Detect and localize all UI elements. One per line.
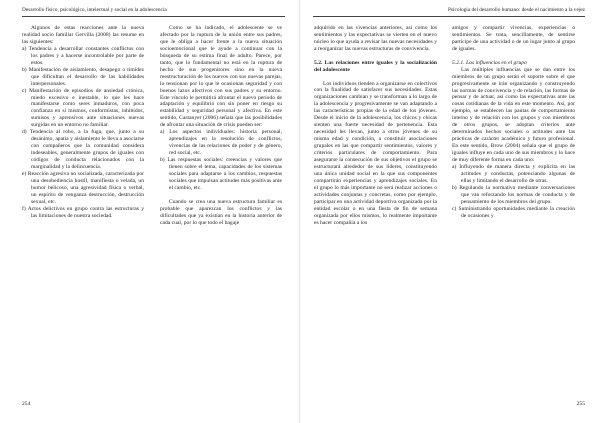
list-item: b) Regulando la normativa mediante conversaciones que van reforzando los normas de conducta y de pensamiento de los miembros del grupo.	[452, 184, 575, 205]
list-item: f) Actos delictivos en grupo contra las estructuras y las limitaciones de nuestra sociedad.	[22, 205, 144, 219]
running-header-right: Psicología del desarrollo humano: desde el nacimiento a la vejez	[448, 7, 585, 13]
list-item: a) Tendencia a desarrollar constantes conflictos con los padres y a hacerse incontrolable por parte de estos.	[22, 45, 144, 66]
right-page-column-2	[452, 25, 575, 220]
body-paragraph: adquirido en las vivencias anteriores, así como los sentimientos y las expectativas se vierten en el nuevo núcleo lo que ayuda a revisar las nuevas necesidades y a reorganizar las nuevas estructuras de convivencia.	[314, 25, 437, 52]
list-item: c) Manifestación de episodios de ansiedad crónica, miedo excesivo e inestable, lo que les hace manifestarse como seres inmaduros, con poca confianza en sí mismos, conformistas, inhibidos, sumisos y aprensivos ante situaciones nuevas surgidas en un entorno no familiar.	[22, 87, 144, 129]
list-item: a) Los aspectos individuales: historia personal, aprendizajes en la resolución de conflictos, vivencias de las relaciones de poder y de género, red social, etc.	[160, 129, 282, 157]
header-rule-right	[313, 16, 585, 17]
page-number-right: 255	[576, 401, 585, 407]
list-item: c) Suministrando oportunidades mediante la creación de ocasiones y	[452, 205, 575, 219]
subsection-heading: 5.2.1. Las influencias en el grupo	[452, 59, 527, 66]
intro-paragraph: Algunos de estas reacciones ante la nueva realidad socio familiar Gervilla (2008) las resume en las siguientes:	[22, 25, 144, 45]
right-page-column-1	[314, 25, 437, 227]
body-paragraph: Cuando se crea una nueva estructura familiar es probable que aparezcan los conflictos y las dificultades que ya existían en la historia anterior de cada cual, por lo que todo el bagaje	[160, 198, 282, 226]
list-item: b) Manifestación de aislamiento, desapego o timidez que dificultan el desarrollo de las habilidades interpersonales.	[22, 66, 144, 87]
page-number-left: 254	[22, 401, 31, 407]
left-page-column-1	[22, 25, 144, 220]
right-page	[300, 0, 600, 423]
header-rule-left	[22, 16, 285, 17]
list-item: a) Influyendo de manera directa y explícita en las actitudes y conductas, potenciando algunas de ellas y limitando el desarrollo de otras.	[452, 164, 575, 184]
running-header-left: Desarrollo físico, psicológico, intelectual y social en la adolescencia	[22, 7, 167, 13]
left-page-column-2	[160, 25, 282, 227]
list-item: d) Tendencia al robo, a la fuga, que, junto a su desánimo, apatía y aislamiento le lleva a asociarse con compañeros que la comunidad considera indeseables, generalmente grupos de iguales con códigos de conducta relacionados con la marginalidad y la delincuencia.	[22, 129, 144, 171]
body-paragraph: Los individuos tienden a organizarse en colectivos con la finalidad de satisfacer sus necesidades. Estas organizaciones cambian y se transforman a lo largo de la adolescencia y progresivamente se van adaptando a las características propias de la edad de los jóvenes. Desde el inicio de la adolescencia, los chicos y chicas sienten una fuerte necesidad de pertenencia. Esta necesidad les llevan, junto a otros jóvenes de su misma edad y condición, a constituir asociaciones grupales en las que compartir sentimientos, valores y criterios particulares de comportamiento. Para asegurarse la consecución de sus objetivos el grupo se estructurará alrededor de sus líderes, constituyendo una única unidad social en la que sus componentes compartirán experiencias y aprendizajes sociales. En el grupo lo más importante no será realizar acciones o actividades conjuntas y concretas, como por ejemplo, participar en una actividad deportiva organizada por la entidad escolar o en una fiesta de fin de semana organizada por ellos mismos, lo realmente importante es hacer compañía a los	[314, 80, 437, 226]
list-item: b) Las respuestas sociales: creencias y valores que tienen sobre el tema, capacidades de los sistemas sociales para adaptarse a los cambios, respuestas sociales que impulsan actitudes más positivas ante el cambio, etc.	[160, 157, 282, 191]
body-paragraph: amigos y compartir vivencias, experiencias o sentimientos. Se trata, sencillamente, de sentirse partícipe de una actividad o de un lugar junto al grupo de iguales.	[452, 25, 575, 52]
section-heading: 5.2. Las relaciones entre iguales y la socialización del adolescente	[314, 59, 437, 73]
body-paragraph: Las múltiples influencias que se dan entre los miembros de un grupo serán el soporte sobre el que progresivamente se irán organizando y construyendo las normas de convivencia y de relación, las formas de pensar y de actuar, así como las expectativas ante las cosas cotidianas de la vida en este momento. Así, por ejemplo, se establecen las pautas de comportamiento interno y de relación con los grupos y con miembros de otros grupos, se adoptan criterios ante determinados hechos sociales o actitudes ante las prácticas de carácter académico y futuro profesional. En este sentido, Brow (2004) señala que el grupo de iguales influye en cada uno de sus miembros y lo hace de muy diferente forma en cada uno:	[452, 66, 575, 164]
list-item: e) Reacción agresiva no socializada, caracterizada por una desobediencia hostil, manifiesta o velada, un humor belicoso, una agresividad física o verbal, un espíritu de venganza destrucción, destrucción sexual, etc.	[22, 171, 144, 205]
body-paragraph: Como se ha indicado, el adolescente se ve afectado por la ruptura de la unión entre sus padres, que le obliga a hacer frente a la nueva situación socioemocional que le ayude a continuar con la búsqueda de su estima final de adulto. Parece, por tanto, que lo fundamental no está en la ruptura de hecho de sus progenitores sino en la nueva reestructuración de los nuevos con sus nuevas parejas, lo tensionan por lo que le ocasionan seguridad y con buenos lazos afectivos con sus padres y su entorno. Este vínculo le permitirá afrontar el nuevo período de adaptación y equilibrio con sin poner en riesgo su estabilidad y seguridad personal y afectiva. En este sentido, Castanyer (2006) señala que las posibilidades de afrontar una situación de crisis pueden ser:	[160, 25, 282, 129]
